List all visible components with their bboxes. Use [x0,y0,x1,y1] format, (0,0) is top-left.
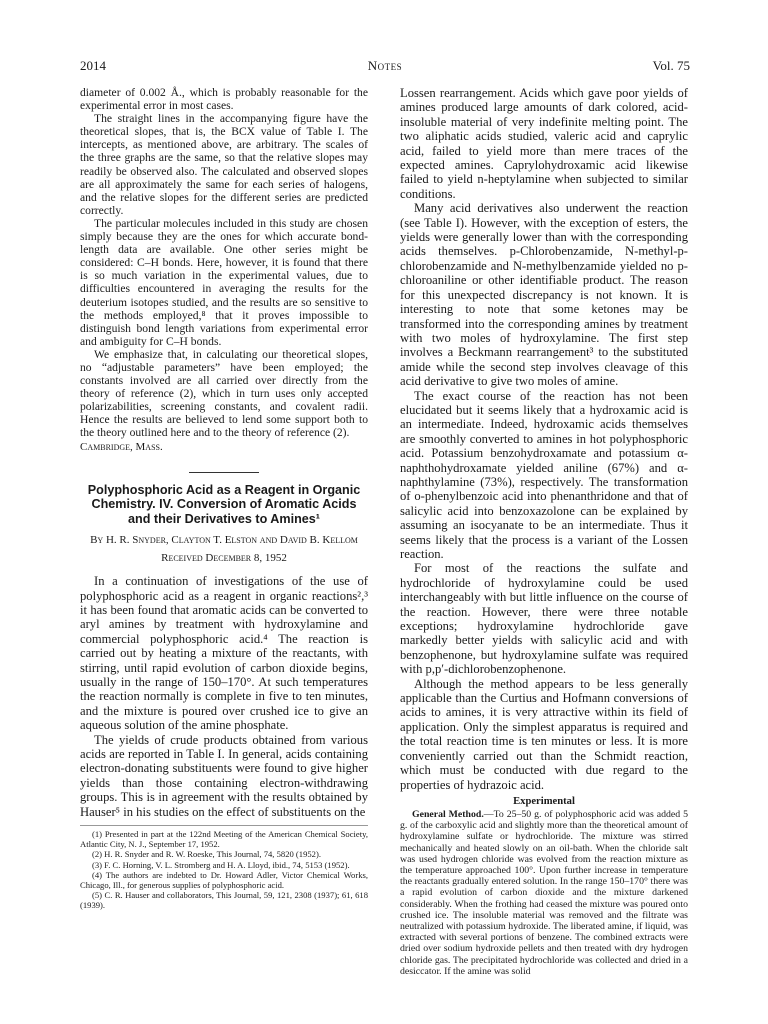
paragraph [400,809,688,977]
paragraph: We emphasize that, in calculating our theoretical slopes, no “adjustable parameters” have been employed; the constants involved are all carried over directly from the theory of reference (2), which in turn uses only accepted polarizabilities, screening constants, and covalent radii. Hence the results are believed to lend some support both to the theory outlined here and to the theory of reference (2). [80,347,368,440]
paragraph: Although the method appears to be less generally applicable than the Curtius and Hofmann conversions of acids to amines, it is very attractive within its field of application. Only the simplest apparatus is required and the total reaction time is ten minutes or less. It is more conveniently carried out than the Schmidt reaction, which must be conducted with due regard to the properties of hydrazoic acid. [400,676,688,792]
paragraph: diameter of 0.002 Å., which is probably reasonable for the experimental error in most cases. [80,86,368,113]
article-separator [189,472,259,473]
footnote: (5) C. R. Hauser and collaborators, This Journal, 59, 121, 2308 (1937); 61, 618 (1939). [80,890,368,911]
byline: By H. R. Snyder, Clayton T. Elston and David B. Kellom [90,534,358,547]
right-column [400,86,688,977]
running-head [80,58,690,74]
footnote: (1) Presented in part at the 122nd Meeting of the American Chemical Society, Atlantic City, N. J., September 17, 1952. [80,829,368,850]
paragraph: In a continuation of investigations of the use of polyphosphoric acid as a reagent in organic reactions²,³ it has been found that aromatic acids can be converted to aryl amines by treatment with hydroxylamine and commercial polyphosphoric acid.⁴ The reaction is carried out by heating a mixture of the reactants, with stirring, until rapid evolution of carbon dioxide begins, usually in the range of 150–170°. At such temperatures the reaction normally is complete in five to ten minutes, and the mixture is poured over crushed ice to give an aqueous solution of the amine phosphate. [80,574,368,733]
paragraph: The yields of crude products obtained from various acids are reported in Table I. In general, acids containing electron-donating substituents were found to give higher yields than those containing electron-withdrawing groups. This is in agreement with the results obtained by Hauser⁵ in his studies on the effect of substituents on the [80,732,368,819]
footnote: (3) F. C. Horning, V. L. Stromberg and H. A. Lloyd, ibid., 74, 5153 (1952). [92,859,350,870]
paragraph: The particular molecules included in this study are chosen simply because they are the ones for which accurate bond-length data are available. One other series might be considered: C–H bonds. Here, however, it is found that there is so much variation in the experimental values, due to difficulties encountered in averaging the results for the deuterium isotopes studied, and the results are so sensitive to the methods employed,⁸ that it proves impossible to distinguish bond length variations from experimental error and ambiguity for C–H bonds. [80,216,368,348]
footnote: (2) H. R. Snyder and R. W. Roeske, This Journal, 74, 5820 (1952). [92,849,321,860]
paragraph: The exact course of the reaction has not been elucidated but it seems likely that a hydroxamic acid is an intermediate. Indeed, hydroxamic acids themselves are smoothly converted to amines in hot polyphosphoric acid. Potassium benzohydroxamate and potassium α-naphthohydroxamate yielded aniline (67%) and α-naphthylamine (73%), respectively. The transformation of o-phenylbenzoic acid into phenanthridone and that of salicylic acid into benzoxazolone can be explained by assuming an isocyanate to be an intermediate. Thus it seems likely that the process is a variant of the Lossen reaction. [400,388,688,561]
article-body [80,574,368,819]
left-column [80,86,368,911]
footnote: (4) The authors are indebted to Dr. Howard Adler, Victor Chemical Works, Chicago, Ill., for generous supplies of polyphosphoric acid. [80,869,368,891]
volume-label: Vol. 75 [652,58,690,73]
paragraph: For most of the reactions the sulfate and hydrochloride of hydroxylamine could be used interchangeably with but little influence on the course of the reaction. However, there were three notable exceptions; hydroxylamine hydrochloride gave markedly better yields with salicylic acid and with benzophenone, but hydroxylamine sulfate was required with p,p′-dichlorobenzophenone. [400,561,688,677]
affiliation: Cambridge, Mass. [80,440,163,453]
paragraph: Many acid derivatives also underwent the reaction (see Table I). However, with the exception of esters, the yields were generally lower than with the corresponding acids themselves. p-Chlorobenzamide, N-methyl-p-chlorobenzamide and N-methylbenzamide yielded no p-chloroaniline or other identifiable product. The reason for this unexpected discrepancy is not known. It is interesting to note that some ketones may be transformed into the corresponding amines by treatment with two moles of hydroxylamine. The first step involves a Beckmann rearrangement³ to the substituted amide while the second step involves cleavage of this acid derivative to give two moles of amine. [400,201,688,389]
paragraph: The straight lines in the accompanying figure have the theoretical slopes, that is, the BCX value of Table I. The intercepts, as mentioned above, are arbitrary. The scales of the three graphs are the same, so that the relative slopes may readily be observed also. The calculated and observed slopes are all approximately the same for each series of halogens, and the relative slopes for the different series are predicted correctly. [80,112,368,217]
run-in-heading: General Method. [412,809,484,820]
received-date: Received December 8, 1952 [161,552,287,565]
journal-section: Notes [367,58,403,73]
article-body-continued [400,86,688,792]
article-title: Polyphosphoric Acid as a Reagent in Organic Chemistry. IV. Conversion of Aromatic Acids and their Derivatives to Amines¹ [87,482,361,526]
paragraph: Lossen rearrangement. Acids which gave poor yields of amines produced large amounts of dark colored, acid-insoluble material of very indefinite melting point. The two aliphatic acids studied, valeric acid and caprylic acid, failed to yield more than mere traces of the expected amines. Caprylohydroxamic acid likewise failed to yield n-heptylamine when subjected to similar conditions. [400,86,688,201]
experimental-section [400,809,688,977]
page-number: 2014 [80,58,106,73]
section-heading: Experimental [513,795,575,807]
method-text: —To 25–50 g. of polyphosphoric acid was added 5 g. of the carboxylic acid and slightly more than the theoretical amount of hydroxylamine sulfate or hydrochloride. The mixture was stirred mechanically and heated slowly on an oil-bath. When the chloride salt was used hydrogen chloride was evolved from the reaction mixture as the temperature approached 100°. Upon further increase in temperature the reactants gradually entered solution. In the range 150–170° there was a rapid evolution of carbon dioxide and the mixture darkened considerably. When the frothing had ceased the mixture was poured onto crushed ice. The insoluble material was removed and the filtrate was neutralized with potassium hydroxide. The liberated amine, if liquid, was extracted with several portions of benzene. The combined extracts were dried over sodium hydroxide pellets and then treated with dry hydrogen chloride gas. The precipitated hydrochloride was collected and dried in a desiccator. If the amine was solid [400,809,688,977]
footnotes [80,825,368,911]
